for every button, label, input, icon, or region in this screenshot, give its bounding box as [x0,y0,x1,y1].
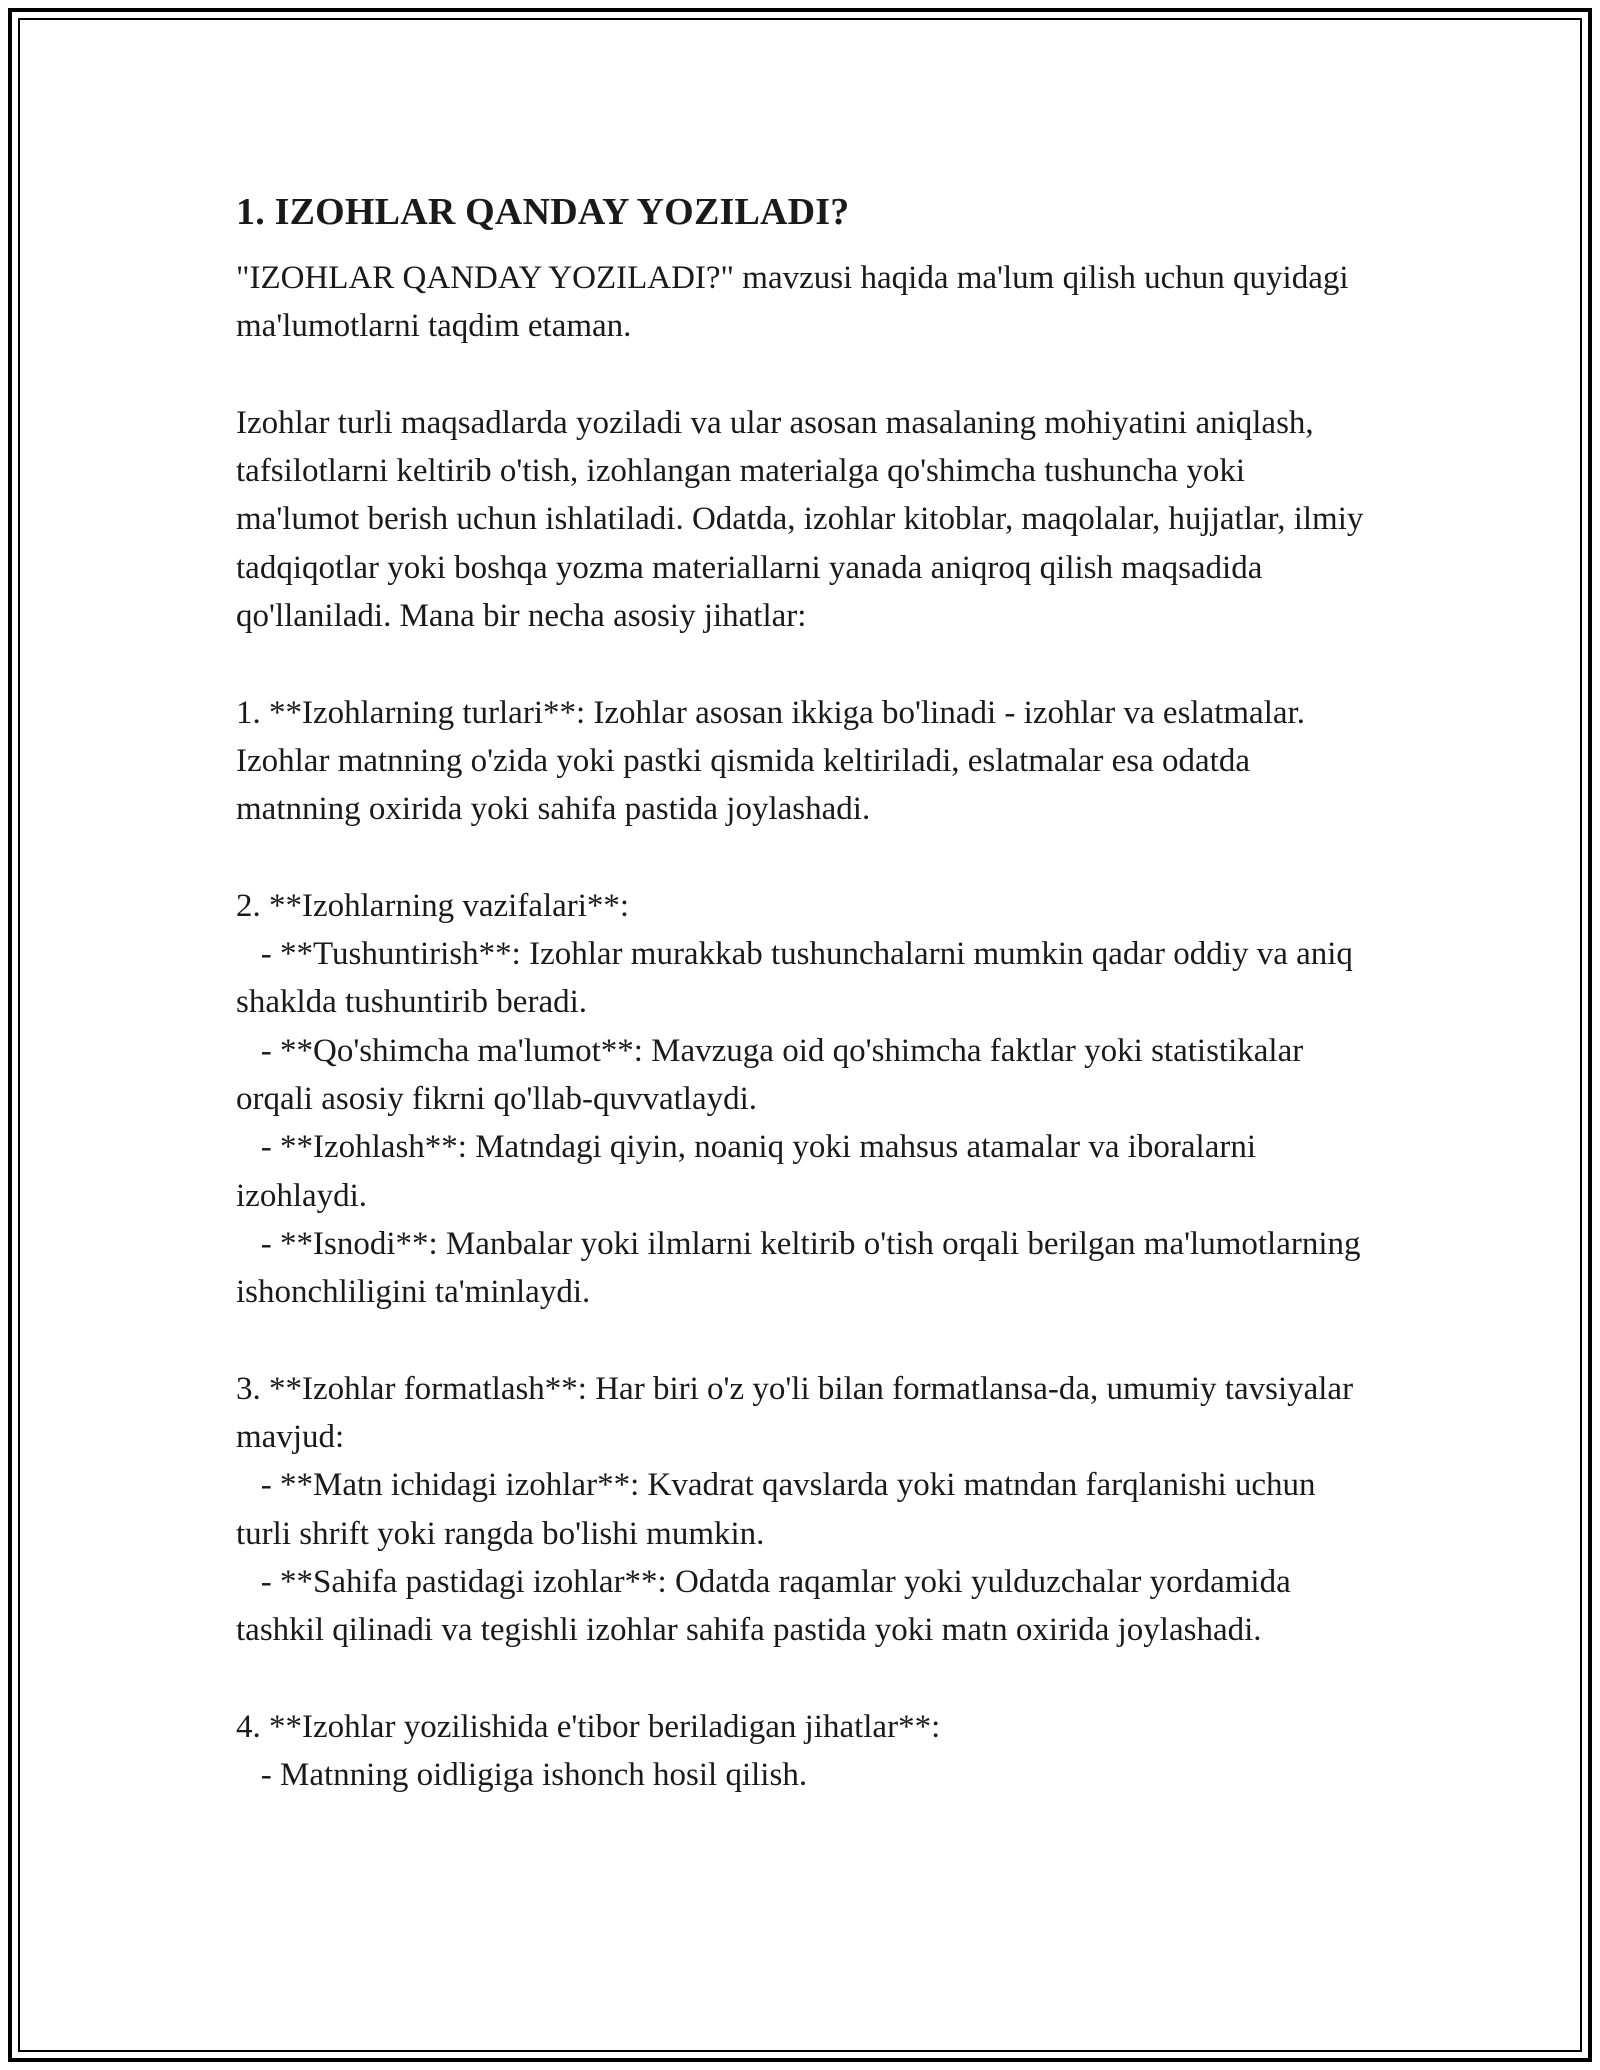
list-item-types: 1. **Izohlarning turlari**: Izohlar asosan ikkiga bo'linadi - izohlar va eslatmalar. Izohlar matnning o'zida yoki pastki qismida keltiriladi, eslatmalar esa odatda matnning oxirida yoki sahifa pastida joylashadi. [236,694,1314,828]
paragraph-spacer [236,1317,1376,1365]
intro-paragraph: "IZOHLAR QANDAY YOZILADI?" mavzusi haqida ma'lum qilish uchun quyidagi ma'lumotlarni taqdim etaman. [236,260,1357,345]
paragraph-spacer [236,834,1376,882]
paragraph-spacer [236,640,1376,688]
paragraph-spacer [236,351,1376,399]
list-item-functions: 2. **Izohlarning vazifalari**: - **Tushuntirish**: Izohlar murakkab tushunchalarni mumkin qadar oddiy va aniq shaklda tushuntirib beradi. - **Qo'shimcha ma'lumot**: Mavzuga oid qo'shimcha faktlar yoki statistikalar orqali asosiy fikrni qo'llab-quvvatlaydi. - **Izohlash**: Matndagi qiyin, noaniq yoki mahsus atamalar va iboralarni izohlaydi. - **Isnodi**: Manbalar yoki ilmlarni keltirib o'tish orqali berilgan ma'lumotlarning ishonchliligini ta'minlaydi. [236,887,1361,1311]
list-item-considerations: 4. **Izohlar yozilishida e'tibor beriladigan jihatlar**: - Matnning oidligiga ishonch hosil qilish. [236,1708,941,1794]
page-title: 1. IZOHLAR QANDAY YOZILADI? [236,191,850,233]
overview-paragraph: Izohlar turli maqsadlarda yoziladi va ular asosan masalaning mohiyatini aniqlash, tafsilotlarni keltirib o'tish, izohlangan materialga qo'shimcha tushuncha yoki ma'lumot berish uchun ishlatiladi. Odatda, izohlar kitoblar, maqolalar, hujjatlar, ilmiy tadqiqotlar yoki boshqa yozma materiallarni yanada aniqroq qilish maqsadida qo'llaniladi. Mana bir necha asosiy jihatlar: [236,404,1372,635]
document-content [236,184,1376,1800]
list-item-formatting: 3. **Izohlar formatlash**: Har biri o'z yo'li bilan formatlansa-da, umumiy tavsiyalar mavjud: - **Matn ichidagi izohlar**: Kvadrat qavslarda yoki matndan farqlanishi uchun turli shrift yoki rangda bo'lishi mumkin. - **Sahifa pastidagi izohlar**: Odatda raqamlar yoki yulduzchalar yordamida tashkil qilinadi va tegishli izohlar sahifa pastida yoki matn oxirida joylashadi. [236,1370,1354,1649]
paragraph-spacer [236,1655,1376,1703]
